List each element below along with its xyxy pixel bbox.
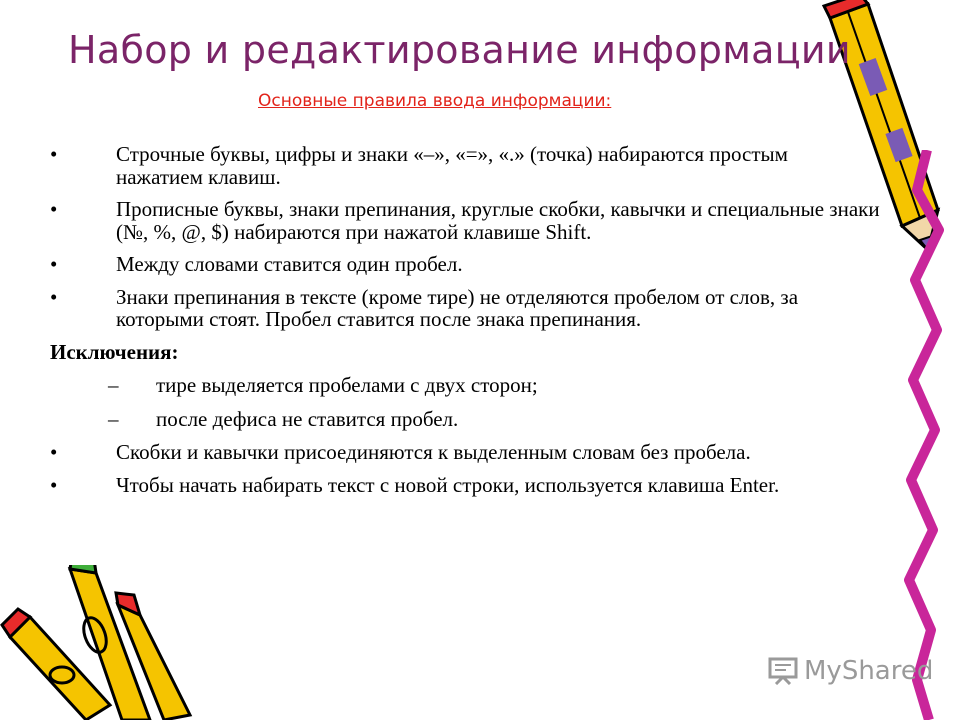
- bullet-text: Прописные буквы, знаки препинания, круглые скобки, кавычки и специальные знаки (№, %, @, $) набираются при нажатой клавише Shift.: [116, 197, 880, 244]
- bullet-marker: •: [50, 472, 58, 497]
- slide-title: Набор и редактирование информации: [68, 28, 851, 72]
- exception-item: [50, 374, 880, 397]
- bullet-marker: •: [50, 440, 58, 464]
- dash-marker: –: [108, 406, 119, 431]
- bullet-text: Чтобы начать набирать текст с новой строки, используется клавиша Enter.: [116, 472, 780, 497]
- exception-text: после дефиса не ставится пробел.: [156, 406, 459, 431]
- bullet-text: Между словами ставится один пробел.: [116, 252, 463, 276]
- exceptions-heading: Исключения:: [50, 339, 179, 364]
- bullet-marker: •: [50, 197, 58, 221]
- presentation-board-icon: [768, 657, 798, 685]
- bullet-marker: •: [50, 284, 58, 309]
- bullet-marker: •: [50, 142, 58, 166]
- bullet-item: [50, 286, 880, 331]
- dash-marker: –: [108, 373, 119, 397]
- bullet-item: [50, 441, 880, 464]
- bullet-item: [50, 474, 880, 497]
- slide-subtitle: Основные правила ввода информации:: [258, 91, 612, 111]
- bullet-marker: •: [50, 252, 58, 276]
- bullet-text: Строчные буквы, цифры и знаки «–», «=», «.» (точка) набираются простым нажатием клавиш.: [116, 142, 788, 189]
- watermark: [768, 656, 933, 686]
- bullet-item: [50, 253, 880, 276]
- exception-text: тире выделяется пробелами с двух сторон;: [156, 373, 538, 397]
- bullet-item: [50, 198, 880, 243]
- bullet-text: Знаки препинания в тексте (кроме тире) не отделяются пробелом от слов, за которыми стоят. Пробел ставится после знака препинания.: [116, 284, 799, 331]
- bullet-item: [50, 143, 880, 188]
- exception-item: [50, 408, 880, 431]
- watermark-text: MyShared: [804, 656, 934, 686]
- pencil-icon: [0, 565, 200, 720]
- pencil-icon: [895, 150, 960, 720]
- bullet-text: Скобки и кавычки присоединяются к выделенным словам без пробела.: [116, 440, 751, 464]
- slide-content: [50, 143, 880, 506]
